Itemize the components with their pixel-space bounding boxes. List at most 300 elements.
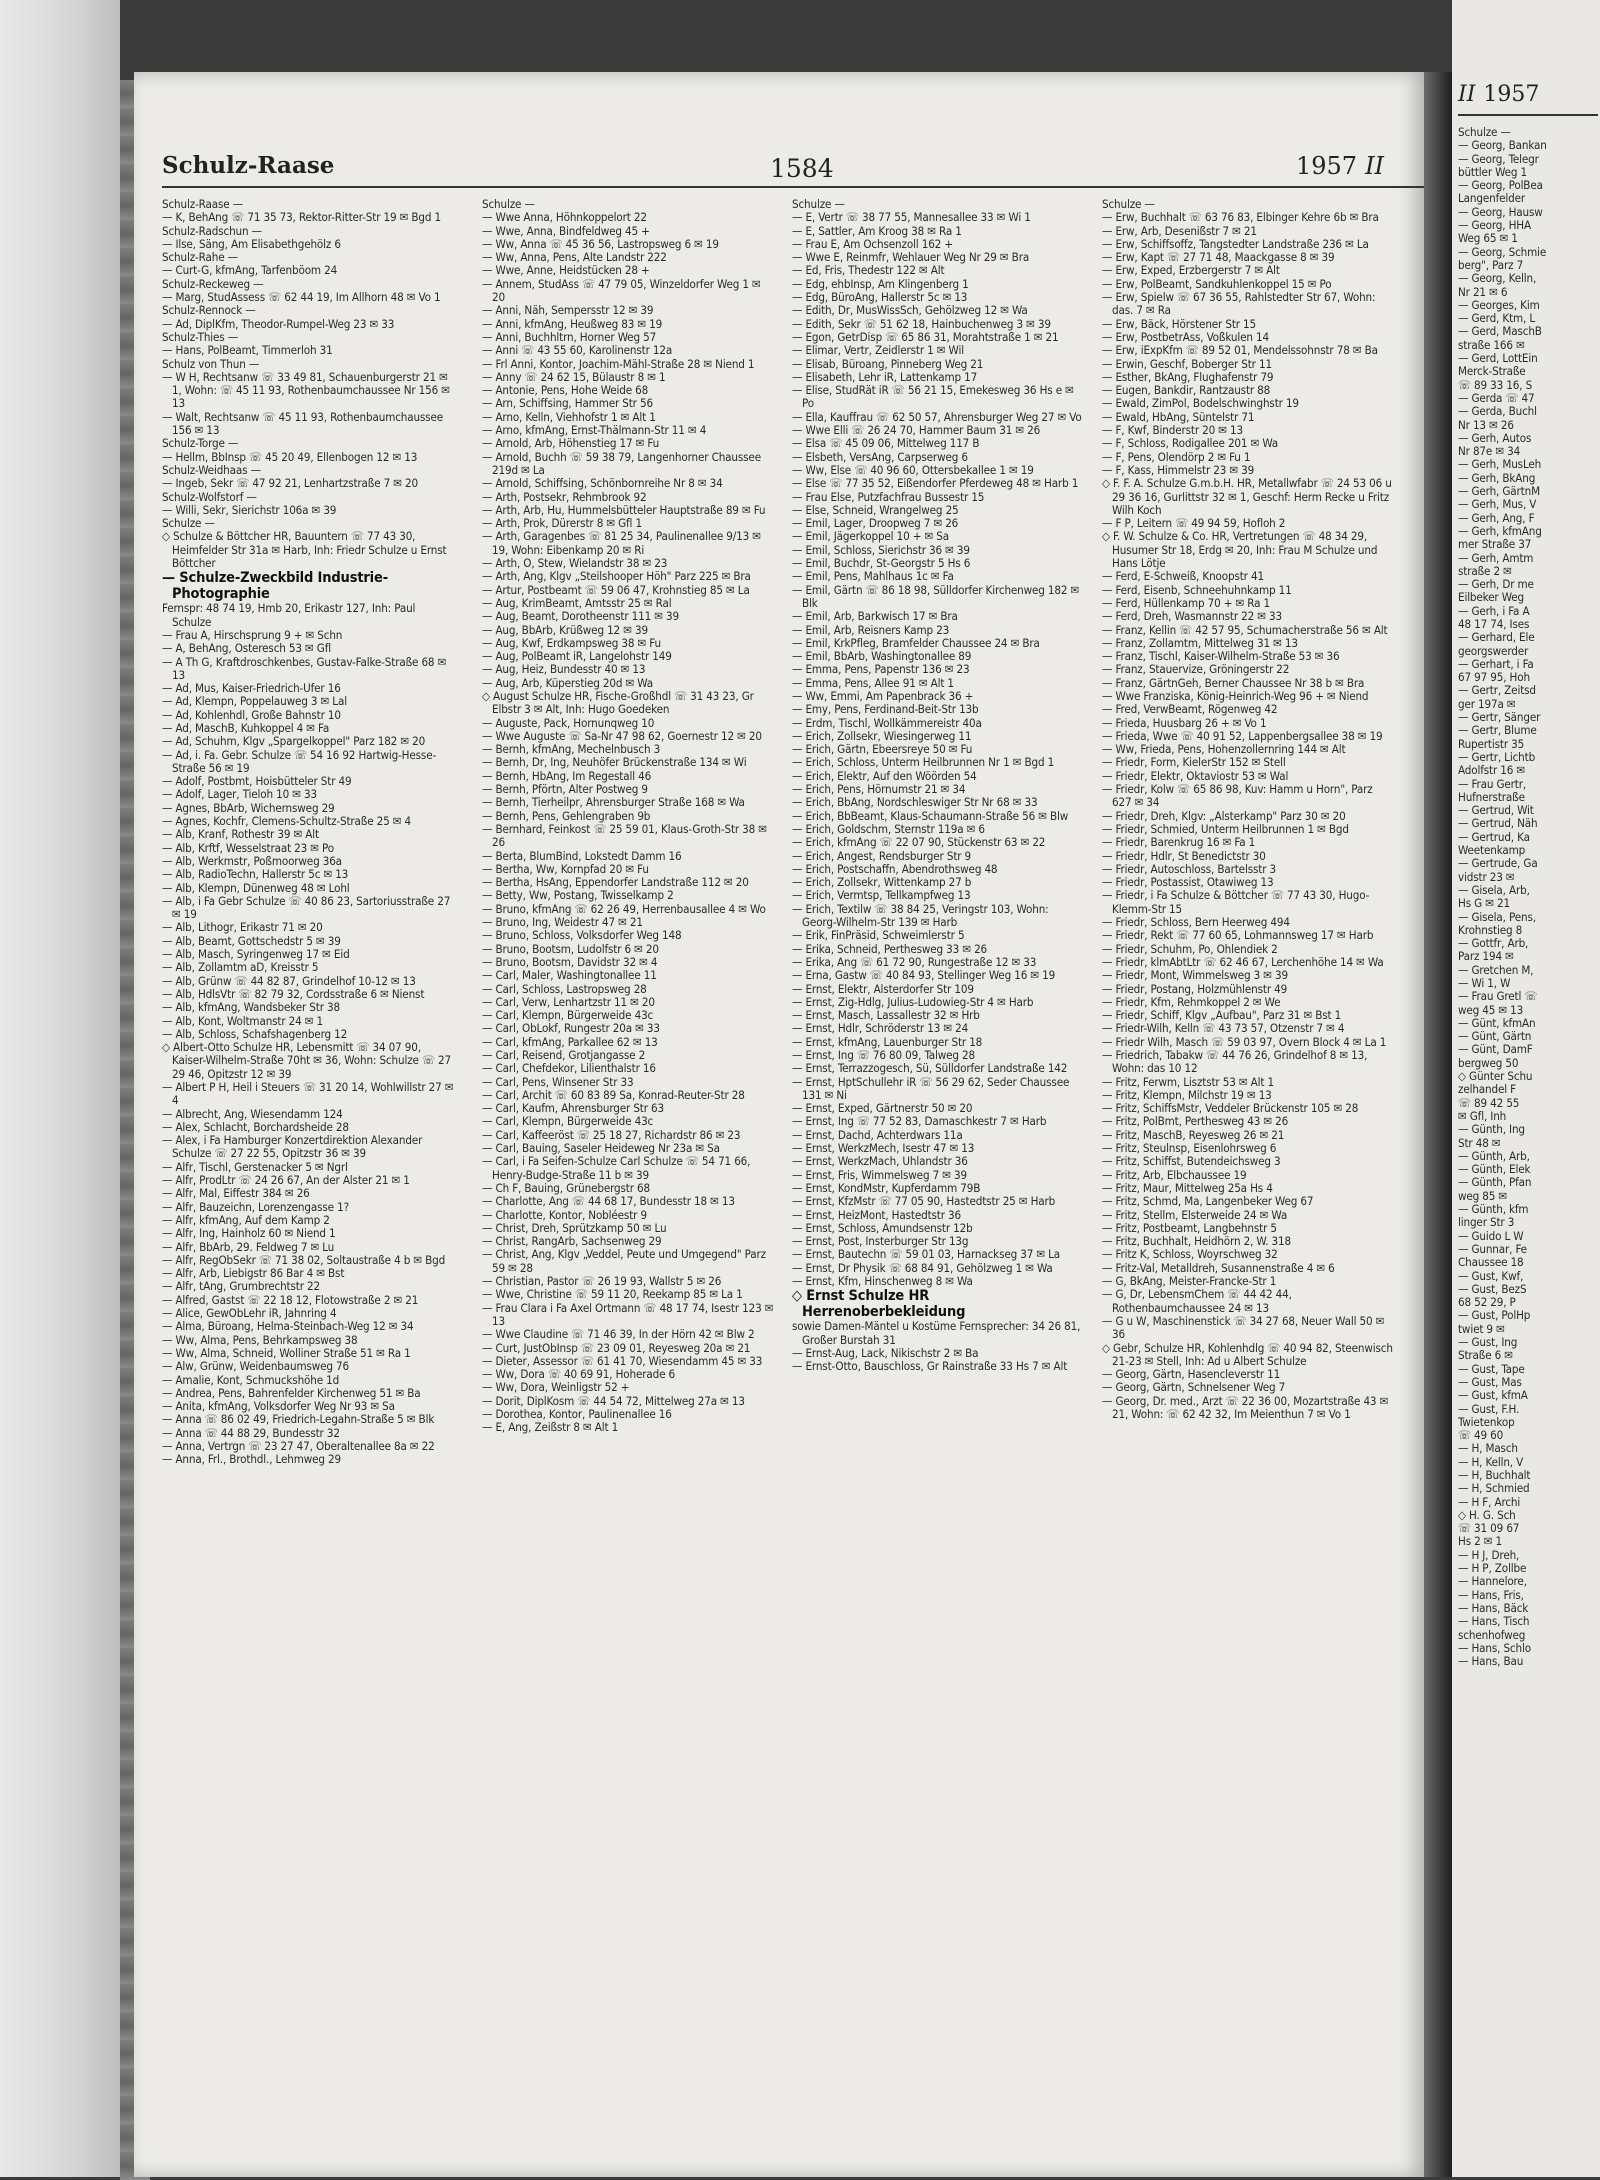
directory-entry: — Dorothea, Kontor, Paulinenallee 16 (482, 1407, 672, 1422)
directory-entry: — Alb, Grünw ☏ 44 82 87, Grindelhof 10-12 ✉ 13 (162, 973, 416, 988)
directory-entry: — Wwe Claudine ☏ 71 46 39, In der Hörn 42 ✉ Blw 2 (482, 1327, 755, 1342)
directory-entry: — Franz, GärtnGeh, Berner Chaussee Nr 38 b ✉ Bra (1102, 675, 1365, 690)
directory-entry: — Anni ☏ 43 55 60, Karolinenstr 12a (482, 343, 673, 358)
directory-entry: — Christ, RangArb, Sachsenweg 29 (482, 1234, 662, 1249)
directory-entry: — Alb, RadioTechn, Hallerstr 5c ✉ 13 (162, 867, 349, 882)
directory-entry: — Ernst, Masch, Lassallestr 32 ✉ Hrb (792, 1008, 980, 1023)
directory-entry: — Arnold, Arb, Höhenstieg 17 ✉ Fu (482, 436, 660, 451)
directory-entry: — Frau Clara i Fa Axel Ortmann ☏ 48 17 74, Isestr 123 ✉ 13 (482, 1300, 774, 1328)
directory-entry: — Ernst, Hdlr, Schröderstr 13 ✉ 24 (792, 1021, 969, 1036)
directory-entry: — Bernh, HbAng, Im Regestall 46 (482, 768, 652, 783)
directory-entry: — Ernst, HptSchullehr iR ☏ 56 29 62, Seder Chaussee 131 ✉ Ni (792, 1074, 1070, 1102)
directory-entry: — Charlotte, Ang ☏ 44 68 17, Bundesstr 18 ✉ 13 (482, 1194, 735, 1209)
directory-entry: — Gerh, BkAng (1458, 470, 1536, 485)
directory-entry: — Alfr, Bauzeichn, Lorenzengasse 1? (162, 1199, 349, 1214)
directory-entry: — Ww, Emmi, Am Papenbrack 36 + (792, 688, 974, 703)
directory-entry: — Friedr, Form, KielerStr 152 ✉ Stell (1102, 755, 1286, 770)
directory-entry: — Ed, Fris, Thedestr 122 ✉ Alt (792, 263, 945, 278)
directory-entry: — Erich, Goldschm, Sternstr 119a ✉ 6 (792, 821, 985, 836)
directory-entry: ✉ Gfl, Inh (1458, 1108, 1507, 1123)
directory-entry: mer Straße 37 (1458, 537, 1532, 552)
directory-entry: — Friedr, Kfm, Rehmkoppel 2 ✉ We (1102, 994, 1281, 1009)
directory-entry: — Ernst, Kfm, Hinschenweg 8 ✉ Wa (792, 1274, 973, 1289)
directory-entry: — Wwe, Christine ☏ 59 11 20, Reekamp 85 ✉ La 1 (482, 1287, 743, 1302)
directory-entry: — Fritz, Arb, Elbchaussee 19 (1102, 1167, 1247, 1182)
directory-entry: — Georg, Gärtn, Hasencleverstr 11 (1102, 1367, 1281, 1382)
directory-entry: — Wwe, Anne, Heidstücken 28 + (482, 263, 650, 278)
directory-entry: Eilbeker Weg (1458, 590, 1524, 605)
directory-entry: — Erwin, Geschf, Boberger Str 11 (1102, 356, 1272, 371)
directory-entry: — Bernhard, Feinkost ☏ 25 59 01, Klaus-Groth-Str 38 ✉ 26 (482, 821, 767, 850)
directory-entry: ◇ H. G. Sch (1458, 1507, 1516, 1522)
directory-entry: — Aug, Arb, Küperstieg 20d ✉ Wa (482, 675, 653, 690)
directory-entry: Schulz-Radschun — (162, 223, 262, 238)
directory-entry: — Friedr, Schmied, Unterm Heilbrunnen 1 ✉ Bgd (1102, 821, 1349, 836)
directory-entry: — Alex, Schlacht, Borchardsheide 28 (162, 1119, 349, 1134)
directory-entry: — Carl, Archit ☏ 60 83 89 Sa, Konrad-Reuter-Str 28 (482, 1087, 745, 1102)
directory-entry: — Erich, Zollsekr, Wittenkamp 27 b (792, 875, 972, 890)
directory-entry: — Alb, i Fa Gebr Schulze ☏ 40 86 23, Sartoriusstraße 27 ✉ 19 (162, 893, 451, 922)
directory-entry: — Arnold, Schiffsing, Schönbornreihe Nr 8 ✉ 34 (482, 476, 723, 491)
directory-entry: — Elisab, Büroang, Pinneberg Weg 21 (792, 356, 984, 371)
directory-entry: — Wwe, Anna, Bindfeldweg 45 + (482, 223, 650, 238)
directory-entry: — Anna ☏ 44 88 29, Bundesstr 32 (162, 1425, 340, 1440)
directory-entry: — Georg, HHA (1458, 218, 1531, 233)
directory-entry: — Friedr, Postang, Holzmühlenstr 49 (1102, 981, 1288, 996)
directory-entry: — Friedr, Barenkrug 16 ✉ Fa 1 (1102, 835, 1256, 850)
directory-entry: — Alb, Masch, Syringenweg 17 ✉ Eid (162, 947, 350, 962)
directory-entry: — Elise, StudRät iR ☏ 56 21 15, Emekesweg 36 Hs e ✉ Po (792, 383, 1074, 411)
directory-entry: — Elimar, Vertr, Zeidlerstr 1 ✉ Wil (792, 343, 964, 358)
directory-entry: — Ernst, HeizMont, Hastedtstr 36 (792, 1207, 961, 1222)
directory-entry: — Erich, Textilw ☏ 38 84 25, Veringstr 103, Wohn: Georg-Wilhelm-Str 139 ✉ Harb (792, 901, 1049, 930)
directory-entry: — Fritz K, Schloss, Woyrschweg 32 (1102, 1247, 1278, 1262)
directory-entry: — Georg, Gärtn, Schnelsener Weg 7 (1102, 1380, 1286, 1395)
directory-entry: — Erich, BbBeamt, Klaus-Schaumann-Straße 56 ✉ Blw (792, 808, 1069, 823)
next-page-edge (1452, 0, 1600, 2177)
directory-entry: — F, Kass, Himmelstr 23 ✉ 39 (1102, 462, 1255, 477)
directory-entry: straße 166 ✉ (1458, 337, 1525, 352)
next-page-volume: II (1458, 82, 1476, 107)
directory-entry: — Gust, Ing (1458, 1335, 1518, 1350)
directory-entry: — Friedr, Elektr, Oktaviostr 53 ✉ Wal (1102, 768, 1289, 783)
directory-entry: — Ella, Kauffrau ☏ 62 50 57, Ahrensburger Weg 27 ✉ Vo (792, 409, 1082, 424)
directory-entry: Krohnstieg 8 (1458, 922, 1523, 937)
directory-entry: — Emil, Arb, Barkwisch 17 ✉ Bra (792, 609, 958, 624)
directory-entry: Nr 87e ✉ 34 (1458, 444, 1521, 459)
directory-entry: — Emma, Pens, Papenstr 136 ✉ 23 (792, 662, 970, 677)
page-number: 1584 (770, 154, 834, 183)
directory-entry: linger Str 3 (1458, 1215, 1515, 1230)
directory-entry: — Else ☏ 77 35 52, Eißendorfer Pferdeweg 48 ✉ Harb 1 (792, 476, 1079, 491)
directory-entry: — Ww, Dora ☏ 40 69 91, Hoherade 6 (482, 1367, 675, 1382)
directory-entry: — Gertr, Lichtb (1458, 749, 1536, 764)
directory-entry: — Friedr, Autoschloss, Bartelsstr 3 (1102, 861, 1276, 876)
directory-entry: — Emil, Arb, Reisners Kamp 23 (792, 622, 950, 637)
directory-entry: — F P, Leitern ☏ 49 94 59, Hofloh 2 (1102, 516, 1286, 531)
directory-entry: — Anni, Buchhltrn, Horner Weg 57 (482, 329, 657, 344)
directory-entry: georgswerder (1458, 643, 1529, 658)
directory-entry: Twietenkop (1458, 1414, 1515, 1429)
directory-entry: ◇ Ernst Schulze HR (792, 1288, 930, 1305)
directory-entry: — Esther, BkAng, Flughafenstr 79 (1102, 369, 1274, 384)
directory-entry: — Gerh, Amtm (1458, 550, 1534, 565)
directory-entry: — G, BkAng, Meister-Francke-Str 1 (1102, 1274, 1277, 1289)
directory-entry: — Gust, F.H. (1458, 1401, 1520, 1416)
directory-entry: — Edg, ehbInsp, Am Klingenberg 1 (792, 276, 969, 291)
directory-entry: — Ernst, Zig-Hdlg, Julius-Ludowieg-Str 4 ✉ Harb (792, 994, 1034, 1009)
directory-entry: — Ernst, Terrazzogesch, Sü, Sülldorfer Landstraße 142 (792, 1061, 1068, 1076)
directory-entry: — Aug, Heiz, Bundesstr 40 ✉ 13 (482, 662, 646, 677)
directory-entry: büttler Weg 1 (1458, 164, 1527, 179)
directory-entry: — Erich, Schloss, Unterm Heilbrunnen Nr 1 ✉ Bgd 1 (792, 755, 1055, 770)
directory-entry: — Frau Gretl ☏ (1458, 989, 1538, 1004)
directory-entry: — Bernh, Pförtn, Alter Postweg 9 (482, 782, 648, 797)
directory-entry: — Franz, Stauervize, Gröningerstr 22 (1102, 662, 1290, 677)
directory-entry: — Hans, PolBeamt, Timmerloh 31 (162, 343, 333, 358)
directory-entry: — Günt, Gärtn (1458, 1029, 1532, 1044)
directory-entry: — Georges, Kim (1458, 297, 1540, 312)
directory-entry: — Wi 1, W (1458, 976, 1511, 990)
directory-entry: — Erich, Elektr, Auf den Wöörden 54 (792, 768, 977, 783)
directory-entry: ☏ 89 42 55 (1458, 1095, 1520, 1110)
directory-entry: — Gisela, Pens, (1458, 909, 1536, 924)
directory-entry: — Friedr, Rekt ☏ 77 60 65, Lohmannsweg 17 ✉ Harb (1102, 928, 1374, 943)
directory-entry: — Gottfr, Arb, (1458, 936, 1529, 951)
directory-entry: — Charlotte, Kontor, Nobléestr 9 (482, 1207, 647, 1222)
directory-entry: — Bertha, HsAng, Eppendorfer Landstraße 112 ✉ 20 (482, 875, 749, 890)
directory-entry: Hufnerstraße (1458, 789, 1525, 804)
directory-entry: weg 85 ✉ (1458, 1188, 1508, 1203)
directory-entry: ◇ F. F. A. Schulze G.m.b.H. HR, Metallwfabr ☏ 24 53 06 u 29 36 16, Gurlittstr 32 ✉ 1, Geschf: Herm Recke u Fritz Wilh Koch (1102, 476, 1392, 517)
directory-entry: — Anna, Frl., Brothdl., Lehmweg 29 (162, 1452, 341, 1467)
directory-entry: Weetenkamp (1458, 843, 1526, 858)
directory-entry: — Bruno, Bootsm, Ludolfstr 6 ✉ 20 (482, 941, 659, 956)
directory-entry: ☏ 89 33 16, S (1458, 377, 1533, 392)
directory-entry: ☏ 49 60 (1458, 1428, 1504, 1443)
directory-entry: — Aug, Kwf, Erdkampsweg 38 ✉ Fu (482, 635, 661, 650)
directory-entry: — Erw, Kapt ☏ 27 71 48, Maackgasse 8 ✉ 39 (1102, 250, 1335, 265)
directory-entry: Schulze — (1102, 198, 1155, 211)
directory-entry: — E, Ang, Zeißstr 8 ✉ Alt 1 (482, 1420, 619, 1435)
directory-entry: — Ingeb, Sekr ☏ 47 92 21, Lenhartzstraße 7 ✉ 20 (162, 476, 419, 491)
directory-entry: Schulze — (1458, 126, 1511, 139)
directory-entry: — F, Pens, Olendörp 2 ✉ Fu 1 (1102, 449, 1251, 464)
directory-entry: — Carl, Reisend, Grotjangasse 2 (482, 1048, 646, 1062)
directory-entry: — Carl, Kaufm, Ahrensburger Str 63 (482, 1101, 664, 1116)
directory-entry: — Hannelore, (1458, 1574, 1527, 1589)
column-1 (162, 198, 454, 2158)
directory-entry: Chaussee 18 (1458, 1255, 1524, 1270)
directory-entry: — Ad, DiplKfm, Theodor-Rumpel-Weg 23 ✉ 33 (162, 316, 395, 331)
directory-entry: — Georg, Telegr (1458, 151, 1539, 166)
directory-entry: bergweg 50 (1458, 1055, 1519, 1070)
directory-entry: — Emy, Pens, Ferdinand-Beit-Str 13b (792, 702, 979, 717)
directory-entry: — Anita, kfmAng, Volksdorfer Weg Nr 93 ✉ Sa (162, 1399, 395, 1414)
directory-entry: — Friedr, i Fa Schulze & Böttcher ☏ 77 43 30, Hugo-Klemm-Str 15 (1102, 888, 1370, 916)
directory-entry: Fernspr: 48 74 19, Hmb 20, Erikastr 127, Inh: Paul Schulze (162, 601, 416, 629)
directory-entry: — Betty, Ww, Postang, Twisselkamp 2 (482, 888, 674, 903)
directory-entry: Schulz-Rennock — (162, 303, 256, 318)
directory-entry: — Emil, BbArb, Washingtonallee 89 (792, 649, 972, 664)
directory-entry: — Alb, kfmAng, Wandsbeker Str 38 (162, 1000, 340, 1015)
directory-entry: — Antonie, Pens, Hohe Weide 68 (482, 383, 649, 398)
directory-entry: — Ernst, Ing ☏ 76 80 09, Talweg 28 (792, 1048, 975, 1062)
directory-entry: — W H, Rechtsanw ☏ 33 49 81, Schauenburgerstr 21 ✉ 1, Wohn: ☏ 45 11 93, Rothenbaumchaussee Nr 156 ✉ 13 (162, 369, 450, 411)
directory-entry: — Gertrud, Näh (1458, 816, 1538, 831)
directory-entry: Schulz-Reckeweg — (162, 276, 264, 291)
directory-entry: weg 45 ✉ 13 (1458, 1002, 1524, 1017)
directory-entry: — Hans, Bau (1458, 1654, 1524, 1669)
directory-entry: — Günth, Pfan (1458, 1175, 1532, 1190)
directory-entry: — Aug, BbArb, Krüßweg 12 ✉ 39 (482, 622, 648, 637)
directory-entry: — Gust, Tape (1458, 1361, 1525, 1376)
directory-entry: — Georg, PolBea (1458, 178, 1543, 193)
directory-entry: — Erw, PostbetrAss, Voßkulen 14 (1102, 329, 1269, 344)
directory-entry: — Egon, GetrDisp ☏ 65 86 31, Morahtstraße 1 ✉ 21 (792, 329, 1059, 344)
directory-entry: — Ernst, Elektr, Alsterdorfer Str 109 (792, 981, 974, 996)
directory-entry: — Schulze-Zweckbild Industrie-Photographie (162, 570, 388, 603)
directory-entry: — Ernst, Exped, Gärtnerstr 50 ✉ 20 (792, 1101, 973, 1116)
directory-entry: — Gust, BezS (1458, 1281, 1527, 1296)
directory-entry: — Arth, Prok, Dürerstr 8 ✉ Gfl 1 (482, 516, 642, 531)
directory-entry: — Gerh, kfmAng (1458, 523, 1542, 538)
directory-entry: — E, Vertr ☏ 38 77 55, Mannesallee 33 ✉ Wi 1 (792, 210, 1031, 225)
directory-entry: ◇ Albert-Otto Schulze HR, Lebensmitt ☏ 34 07 90, Kaiser-Wilhelm-Straße 70ht ✉ 36, Wohn: Schulze ☏ 27 29 46, Opitzstr 12 ✉ 39 (162, 1040, 451, 1081)
directory-entry: — Frau E, Am Ochsenzoll 162 + (792, 236, 953, 251)
directory-entry: — Alfr, Ing, Hainholz 60 ✉ Niend 1 (162, 1226, 336, 1241)
directory-entry: — Fritz, Ferwm, Lisztstr 53 ✉ Alt 1 (1102, 1074, 1274, 1089)
directory-entry: — Gerh, MusLeh (1458, 457, 1542, 472)
directory-entry: — Erika, Schneid, Perthesweg 33 ✉ 26 (792, 941, 988, 956)
directory-entry: — Gertrude, Ga (1458, 856, 1538, 871)
directory-entry: — Georg, Kelln, (1458, 271, 1537, 286)
directory-entry: — Guido L W (1458, 1228, 1524, 1243)
directory-entry: — Fritz-Val, Metalldreh, Susannenstraße 4 ✉ 6 (1102, 1260, 1335, 1275)
directory-entry: — F, Kwf, Binderstr 20 ✉ 13 (1102, 423, 1243, 438)
directory-entry: — Gerhard, Ele (1458, 630, 1535, 645)
directory-entry: — Carl, ObLokf, Rungestr 20a ✉ 33 (482, 1021, 660, 1036)
directory-entry: — Ernst, KondMstr, Kupferdamm 79B (792, 1180, 981, 1195)
directory-entry: — Alb, HdlsVtr ☏ 82 79 32, Cordsstraße 6 ✉ Nienst (162, 986, 425, 1001)
directory-entry: — Erw, Buchhalt ☏ 63 76 83, Elbinger Kehre 6b ✉ Bra (1102, 210, 1379, 225)
directory-entry: — Ernst-Aug, Lack, Nikischstr 2 ✉ Ba (792, 1345, 979, 1360)
directory-entry: — Carl, kfmAng, Parkallee 62 ✉ 13 (482, 1034, 658, 1049)
directory-entry: — Ewald, ZimPol, Bodelschwinghstr 19 (1102, 396, 1299, 411)
directory-entry: — Franz, Kellin ☏ 42 57 95, Schumacherstraße 56 ✉ Alt (1102, 622, 1388, 637)
directory-entry: — Erw, Exped, Erzbergerstr 7 ✉ Alt (1102, 263, 1280, 278)
directory-entry: Rupertistr 35 (1458, 736, 1525, 751)
directory-entry: — Erna, Gastw ☏ 40 84 93, Stellinger Weg 16 ✉ 19 (792, 968, 1056, 983)
directory-entry: — Alb, Werkmstr, Poßmoorweg 36a (162, 853, 342, 868)
directory-entry: — Gerda, Buchl (1458, 404, 1537, 419)
directory-entry: — Gerh, Ang, F (1458, 510, 1535, 525)
directory-entry: — Alb, Kranf, Rothestr 39 ✉ Alt (162, 827, 319, 842)
directory-entry: Langenfelder (1458, 191, 1525, 206)
directory-entry: — A, BehAng, Osteresch 53 ✉ Gfl (162, 641, 332, 656)
directory-entry: — Ilse, Säng, Am Elisabethgehölz 6 (162, 236, 341, 251)
directory-entry: — Fritz, Buchhalt, Heidhörn 2, W. 318 (1102, 1234, 1292, 1249)
directory-entry: Merck-Straße (1458, 364, 1526, 379)
directory-entry: — Gerd, Ktm, L (1458, 311, 1535, 326)
directory-entry: — Emil, Buchdr, St-Georgstr 5 Hs 6 (792, 556, 971, 571)
directory-entry: — Gretchen M, (1458, 962, 1534, 977)
directory-page (134, 72, 1424, 2177)
directory-entry: — Fritz, PolBmt, Perthesweg 43 ✉ 26 (1102, 1114, 1289, 1129)
directory-entry: — Fritz, Schiffst, Butendeichsweg 3 (1102, 1154, 1281, 1169)
directory-entry: Schulz-Rahe — (162, 250, 238, 265)
directory-entry: — Elsa ☏ 45 09 06, Mittelweg 117 B (792, 436, 980, 451)
directory-entry: — Frieda, Huusbarg 26 + ✉ Vo 1 (1102, 715, 1267, 730)
directory-entry: — Ww, Alma, Schneid, Wolliner Straße 51 ✉ Ra 1 (162, 1345, 411, 1360)
volume-label: II (1365, 152, 1385, 180)
directory-entry: — Alfr, kfmAng, Auf dem Kamp 2 (162, 1212, 330, 1227)
directory-entry: — Ernst, Ing ☏ 77 52 83, Damaschkestr 7 ✉ Harb (792, 1114, 1047, 1129)
directory-entry: — Aug, PolBeamt iR, Langelohstr 149 (482, 649, 672, 664)
directory-entry: — Friedr, Schiff, Klgv „Aufbau", Parz 31 ✉ Bst 1 (1102, 1008, 1342, 1023)
directory-entry: — Gertrud, Wit (1458, 803, 1534, 818)
directory-entry: — Frieda, Wwe ☏ 40 91 52, Lappenbergsallee 38 ✉ 19 (1102, 728, 1383, 743)
directory-entry: Schulz-Raase — (162, 198, 243, 211)
directory-entry: — Carl, Klempn, Bürgerweide 43c (482, 1114, 654, 1129)
directory-entry: — Hans, Fris, (1458, 1587, 1524, 1602)
directory-entry: — Arth, Postsekr, Rehmbrook 92 (482, 489, 647, 504)
directory-entry: — Andrea, Pens, Bahrenfelder Kirchenweg 51 ✉ Ba (162, 1385, 421, 1400)
running-head-year (1296, 152, 1384, 180)
directory-entry: — Franz, Tischl, Kaiser-Wilhelm-Straße 53 ✉ 36 (1102, 649, 1340, 664)
directory-entry: — Hans, Schlo (1458, 1640, 1531, 1655)
directory-entry: — Adolf, Postbmt, Hoisbütteler Str 49 (162, 774, 352, 789)
directory-entry: — K, BehAng ☏ 71 35 73, Rektor-Ritter-Str 19 ✉ Bgd 1 (162, 210, 441, 225)
directory-entry: — H F, Archi (1458, 1494, 1521, 1509)
directory-entry: — Gerda ☏ 47 (1458, 390, 1535, 405)
next-page-header (1458, 82, 1539, 107)
directory-entry: — Erich, Postschaffn, Abendrothsweg 48 (792, 861, 998, 876)
directory-entry: Nr 13 ✉ 26 (1458, 417, 1514, 432)
directory-entry: — Arno, Kelln, Viehhofstr 1 ✉ Alt 1 (482, 409, 656, 424)
directory-entry: — Emil, Pens, Mahlhaus 1c ✉ Fa (792, 569, 954, 584)
directory-entry: — Hans, Tisch (1458, 1614, 1530, 1629)
directory-entry: — A Th G, Kraftdroschkenbes, Gustav-Falke-Straße 68 ✉ 13 (162, 654, 447, 682)
directory-entry: — Gerh, Mus, V (1458, 497, 1537, 512)
directory-entry: — Carl, i Fa Seifen-Schulze Carl Schulze ☏ 54 71 66, Henry-Budge-Straße 11 b ✉ 39 (482, 1154, 751, 1182)
directory-entry: ☏ 31 09 67 (1458, 1521, 1520, 1536)
directory-entry: Schulze — (162, 516, 215, 531)
directory-entry: vidstr 23 ✉ (1458, 869, 1515, 884)
directory-entry: — H P, Zollbe (1458, 1561, 1527, 1576)
directory-entry: — Hans, Bäck (1458, 1600, 1529, 1615)
directory-entry: — Wwe Elli ☏ 26 24 70, Hammer Baum 31 ✉ 26 (792, 423, 1041, 438)
directory-entry: — Friedr, klmAbtLtr ☏ 62 46 67, Lerchenhöhe 14 ✉ Wa (1102, 954, 1384, 969)
directory-entry: zelhandel F (1458, 1082, 1517, 1097)
directory-entry: — Alb, Schloss, Schafshagenberg 12 (162, 1026, 348, 1041)
directory-entry: Weg 65 ✉ 1 (1458, 231, 1518, 246)
directory-entry: — Erich, Vermtsp, Tellkampfweg 13 (792, 888, 971, 903)
directory-entry: — Gerh, Dr me (1458, 577, 1534, 592)
directory-entry: — Erich, Angest, Rendsburger Str 9 (792, 848, 972, 863)
directory-entry: — Arn, Schiffsing, Hammer Str 56 (482, 396, 653, 411)
directory-entry: — Ad, Kohlenhdl, Große Bahnstr 10 (162, 707, 341, 722)
directory-entry: — Ad, Mus, Kaiser-Friedrich-Ufer 16 (162, 681, 341, 696)
directory-entry: — Erw, PolBeamt, Sandkuhlenkoppel 15 ✉ Po (1102, 276, 1332, 291)
directory-entry: — Bernh, Pens, Gehlengraben 9b (482, 808, 651, 823)
directory-entry: 67 97 95, Hoh (1458, 670, 1530, 685)
directory-entry: — Wwe E, Reinmfr, Wehlauer Weg Nr 29 ✉ Bra (792, 250, 1030, 265)
background-left (0, 0, 120, 2177)
directory-entry: — Friedr, Postassist, Otawiweg 13 (1102, 875, 1274, 890)
directory-entry: ◇ August Schulze HR, Fische-Großhdl ☏ 31 43 23, Gr Elbstr 3 ✉ Alt, Inh: Hugo Goedeken (482, 688, 754, 717)
directory-entry: — Anna ☏ 86 02 49, Friedrich-Legahn-Straße 5 ✉ Blk (162, 1412, 435, 1427)
directory-entry: twiet 9 ✉ (1458, 1321, 1505, 1336)
directory-entry: — Frl Anni, Kontor, Joachim-Mähl-Straße 28 ✉ Niend 1 (482, 356, 755, 371)
directory-entry: — Ewald, HbAng, Süntelstr 71 (1102, 409, 1255, 424)
directory-entry: — Edith, Dr, MusWissSch, Gehölzweg 12 ✉ Wa (792, 303, 1028, 318)
directory-entry: — Friedr, Mont, Wimmelsweg 3 ✉ 39 (1102, 968, 1288, 983)
directory-entry: ◇ F. W. Schulze & Co. HR, Vertretungen ☏ 48 34 29, Husumer Str 18, Erdg ✉ 20, Inh: Frau M Schulze und Hans Lötje (1102, 529, 1378, 571)
directory-entry: — Elsbeth, VersAng, Carpserweg 6 (792, 449, 968, 464)
directory-entry: — Ww, Frieda, Pens, Hohenzollernring 144 ✉ Alt (1102, 742, 1346, 757)
directory-entry: — Fritz, Postbeamt, Langbehnstr 5 (1102, 1220, 1277, 1235)
directory-entry: — Alb, Lithogr, Erikastr 71 ✉ 20 (162, 920, 323, 935)
directory-entry: — Arno, kfmAng, Ernst-Thälmann-Str 11 ✉ 4 (482, 423, 707, 438)
directory-entry: — Ww, Anna ☏ 45 36 56, Lastropsweg 6 ✉ 19 (482, 236, 719, 251)
directory-entry: — Carl, Chefdekor, Lilienthalstr 16 (482, 1061, 656, 1076)
directory-entry: — Emma, Pens, Allee 91 ✉ Alt 1 (792, 675, 954, 690)
directory-entry: — Gust, Kwf, (1458, 1268, 1524, 1283)
directory-entry: — Gertrud, Ka (1458, 829, 1530, 844)
directory-entry: — Arth, Garagenbes ☏ 81 25 34, Paulinenallee 9/13 ✉ 19, Wohn: Eibenkamp 20 ✉ Ri (482, 529, 761, 557)
directory-entry: — Fritz, Steulnsp, Eisenlohrsweg 6 (1102, 1141, 1277, 1156)
directory-entry: — Gerd, MaschB (1458, 324, 1542, 339)
directory-entry: — Alfred, Gastst ☏ 22 18 12, Flotowstraße 2 ✉ 21 (162, 1292, 419, 1307)
directory-entry: — Carl, Pens, Winsener Str 33 (482, 1074, 634, 1089)
directory-entry: — Alfr, RegObSekr ☏ 71 38 02, Soltaustraße 4 b ✉ Bgd (162, 1252, 446, 1267)
directory-entry: — Georg, Dr. med., Arzt ☏ 22 36 00, Mozartstraße 43 ✉ 21, Wohn: ☏ 62 42 32, Im Meienthun 7 ✉ Vo 1 (1102, 1393, 1389, 1422)
directory-entry: — Gerhart, i Fa (1458, 656, 1534, 671)
directory-entry: — Ernst, WerkzMach, Uhlandstr 36 (792, 1154, 968, 1169)
directory-entry: — Friedr-Wilh, Kelln ☏ 43 73 57, Otzenstr 7 ✉ 4 (1102, 1021, 1345, 1036)
directory-entry: — Christian, Pastor ☏ 26 19 93, Wallstr 5 ✉ 26 (482, 1274, 722, 1289)
directory-entry: — Ad, i. Fa. Gebr. Schulze ☏ 54 16 92 Hartwig-Hesse-Straße 56 ✉ 19 (162, 747, 437, 775)
directory-entry: — Erika, Ang ☏ 61 72 90, Rungestraße 12 ✉ 33 (792, 954, 1037, 969)
directory-entry: Hs G ✉ 21 (1458, 896, 1510, 911)
directory-entry: — Dieter, Assessor ☏ 61 41 70, Wiesendamm 45 ✉ 33 (482, 1353, 763, 1368)
directory-entry: — Ferd, Dreh, Wasmannstr 22 ✉ 33 (1102, 609, 1282, 624)
header-rule (162, 186, 1424, 188)
directory-entry: — Friedr, Dreh, Klgv: „Alsterkamp" Parz 30 ✉ 20 (1102, 808, 1346, 823)
directory-entry: — Emil, Jägerkoppel 10 + ✉ Sa (792, 529, 949, 544)
directory-entry: — Gerh, GärtnM (1458, 484, 1540, 499)
running-head-title: Schulz-Raase (162, 152, 335, 179)
directory-entry: — Albert P H, Heil i Steuers ☏ 31 20 14, Wohlwillstr 27 ✉ 4 (162, 1080, 454, 1108)
directory-entry: — Günth, Elek (1458, 1162, 1531, 1177)
directory-entry: Str 48 ✉ (1458, 1135, 1501, 1150)
directory-entry: — Bertha, Ww, Kornpfad 20 ✉ Fu (482, 861, 649, 876)
directory-entry: — Frau Else, Putzfachfrau Bussestr 15 (792, 489, 985, 504)
directory-entry: — Fritz, Maur, Mittelweg 25a Hs 4 (1102, 1180, 1273, 1195)
directory-entry: — Alice, GewObLehr iR, Jahnring 4 (162, 1306, 337, 1321)
directory-entry: — Ww, Anna, Pens, Alte Landstr 222 (482, 250, 667, 265)
directory-entry: — Ernst-Otto, Bauschloss, Gr Rainstraße 33 Hs 7 ✉ Alt (792, 1359, 1068, 1374)
page-gutter-shadow (1424, 72, 1452, 2177)
directory-entry: — Ernst, Schloss, Amundsenstr 12b (792, 1220, 973, 1235)
directory-entry: — Gust, kfmA (1458, 1388, 1528, 1403)
directory-entry: straße 2 ✉ (1458, 563, 1512, 578)
directory-entry: ◇ Günter Schu (1458, 1069, 1533, 1084)
directory-entry: — Fritz, Schmd, Ma, Langenbeker Weg 67 (1102, 1194, 1314, 1209)
directory-entry: — Erw, iExpKfm ☏ 89 52 01, Mendelssohnstr 78 ✉ Ba (1102, 343, 1378, 358)
directory-entry: Nr 21 ✉ 6 (1458, 284, 1508, 299)
